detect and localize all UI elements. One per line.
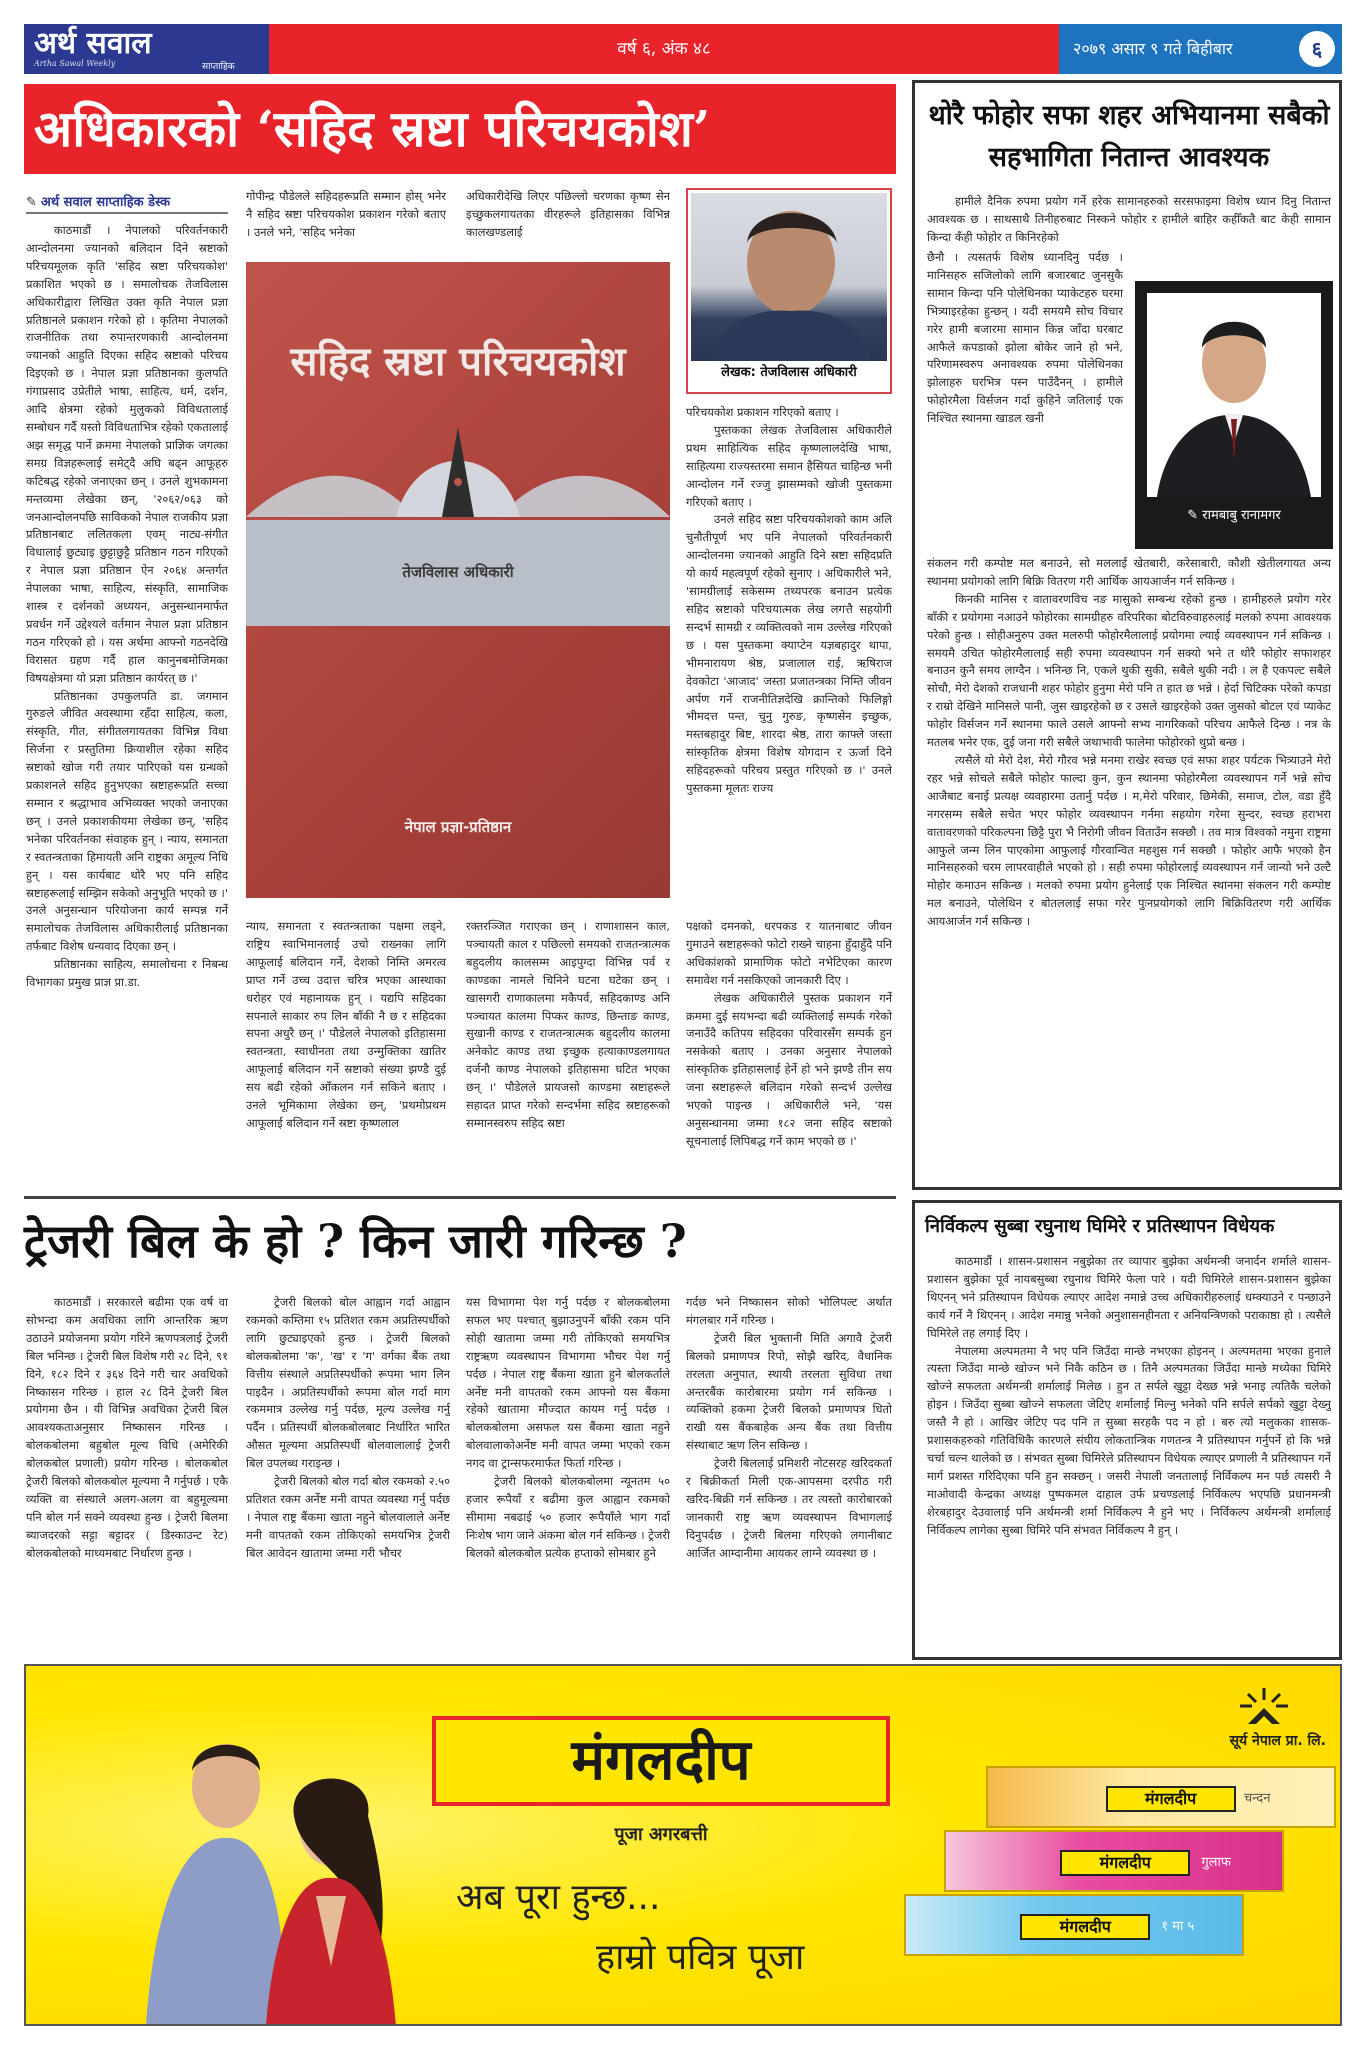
lead-column-2-bottom bbox=[246, 918, 446, 1188]
cleanliness-lead bbox=[927, 193, 1331, 247]
paragraph: काठमाडौं । सरकारले बढीमा एक वर्ष वा सोभन्दा कम अवधिका लागि आन्तरिक ऋण उठाउने प्रयोजनमा प्रयोग गरिने ऋणपत्रलाई ट्रेजरी बिल भनिन्छ । ट्रेजरी बिल विशेष गरी २८ दिने, ९१ दिने, १८२ दिने र ३६४ दिने गरी चार अवधिको निष्कासन गरिन्छ । हाल २८ दिने ट्रेजरी बिल प्रयोगमा छैन । यी विभिन्न अवधिका ट्रेजरी बिल आवश्यकताअनुसार निष्कासन गरिन्छ । बोलकबोलमा बहुबोल मूल्य विधि (अमेरिकी बोलकबोल प्रणाली) प्रयोग गरिन्छ । बोलकबोल ट्रेजरी बिलको बोलकबोल मूल्यमा नै गर्नुपर्छ । एकै व्यक्ति वा संस्थाले अलग-अलग वा बहुमूल्यमा पनि बोल गर्न सक्ने व्यवस्था हुन्छ । ट्रेजरी बिलमा ब्याजदरको सट्टा बट्टादर ( डिस्काउन्ट रेट) बोलकबोलको माध्यमबाट निर्धारण हुन्छ । bbox=[26, 1295, 228, 1560]
paragraph: ट्रेजरी बिलको बोलकबोलमा न्यूनतम ५० हजार रूपैयाँ र बढीमा कुल आह्वान रकमको सीमामा नबढाई ५० हजार रूपैयाँले भाग गर्दा निःशेष भाग जाने अंकमा बोल गर्न सकिन्छ । ट्रेजरी बिलको बोलकबोल प्रत्येक हप्ताको सोमबार हुने bbox=[466, 1474, 670, 1560]
incense-package bbox=[986, 1766, 1336, 1828]
cleanliness-article-box bbox=[912, 80, 1342, 1190]
byline-desk bbox=[26, 192, 228, 214]
lead-column-4-bottom bbox=[686, 918, 892, 1188]
issue-date: २०७९ असार ९ गते बिहीबार bbox=[1073, 39, 1233, 58]
writer-photo-caption bbox=[1135, 505, 1333, 523]
subba-body bbox=[927, 1253, 1331, 1653]
issue-number: वर्ष ६, अंक ४८ bbox=[617, 39, 711, 59]
package-brand: मंगलदीप bbox=[1060, 1850, 1190, 1876]
author-photo bbox=[691, 193, 887, 361]
paragraph: प्रतिष्ठानका उपकुलपति डा. जगमान गुरुङले जीवित अवस्थामा रहँदा साहित्य, कला, संस्कृति, गीत, संगीतलगायतका विभिन्न विधा सिर्जना र प्रस्तुतिमा क्रियाशील रहेका सहिद स्रष्टाको खोज गरी तयार पारिएको यस ग्रन्थको प्रकाशनले सहिद हुनुभएका स्रष्टाहरूप्रति सच्चा सम्मान र श्रद्धाभाव अभिव्यक्त भएको जनाएका छन् । उनले प्रकाशकीयमा लेखेका छन्, 'सहिद भनेका परिवर्तनका संवाहक हुन् । न्याय, समानता र स्वतन्त्रताका हिमायती अनि राष्ट्रका अमूल्य निधि हुन् । यस कार्यबाट थोरै भए पनि सहिद स्रष्टाहरूलाई सम्झिन सकेको अनुभूति भएको छ ।' उनले अनुसन्धान परियोजना कार्य सम्पन्न गर्ने समालोचक तेजविलास अधिकारीलाई प्रतिष्ठानका तर्फबाट विशेष धन्यवाद दिएका छन् । bbox=[26, 688, 228, 954]
treasury-column-4 bbox=[686, 1294, 892, 1654]
paragraph: ट्रेजरी बिलको बोल आह्वान गर्दा आह्वान रकमको कम्तिमा १५ प्रतिशत रकम अप्रतिस्पर्धीको लागि छुट्याइएको हुन्छ । ट्रेजरी बिलको बोलकबोलमा 'क', 'ख' र 'ग' वर्गका बैंक तथा वित्तीय संस्थाले अप्रतिस्पर्धीको रूपमा भाग लिन पाइदैन । अप्रतिस्पर्धीको रूपमा बोल गर्दा माग रकममात्र उल्लेख गर्नु पर्दछ, मूल्य उल्लेख गर्नु पर्दैन । प्रतिस्पर्धी बोलकबोलबाट निर्धारित भारित औसत मूल्यमा अप्रतिस्पर्धी बोलवालालाई ट्रेजरी बिल उपलब्ध गराइन्छ । bbox=[246, 1295, 450, 1471]
ad-product-type: पूजा अगरबत्ती bbox=[614, 1824, 708, 1845]
paragraph: त्यसैले यो मेरो देश, मेरो गौरव भन्ने मनमा राखेर स्वच्छ एवं सफा शहर पर्यटक भित्र्याउने मेरो रहर भन्ने सोचले सबैले फोहोर फाल्दा कुन, कुन स्थानमा फोहोरमैला व्यवस्थापन गर्ने भन्ने सोच आजैबाट बनाई प्रत्यक्ष व्यवहारमा उतार्नु पर्दछ । म,मेरो परिवार, छिमेकी, समाज, टोल, वडा हुँदै नगरसम्म सबैले सचेत भएर फोहोर व्यवस्थापन गर्नमा सहयोग गरेमा सुन्दर, स्वच्छ हराभरा वातावरणको परिकल्पना छिट्टै पुरा भै निरोगी जीवन विताउँन सक्छौ । तव मात्र विश्वको नमुना राष्ट्रमा आफुले जन्म लिन पाएकोमा आफुलाई गौरवान्वित महशुस गर्न सक्छौ । फोहोर आफै भएको हैन मानिसहरुको चरम लापरवाहीले भएको हो । सही रुपमा फोहोरलाई व्यवस्थापन गर्न जान्यो भने उल्टै मोहोर कमाउन सकिन्छ । मलको रुपमा प्रयोग हुनेलाई एक निश्चित स्थानमा संकलन गरी कम्पोष्ट मल बनाउने, पोलेथिन र बोतललाई सफा गरेर पुःनप्रयोगको लागि बिक्रिवितरण गरी आर्थिक आयआर्जन गर्न सकिन्छ । bbox=[927, 752, 1331, 929]
book-cover-publisher: नेपाल प्रज्ञा-प्रतिष्ठान bbox=[404, 818, 512, 836]
paragraph: पक्षको दमनको, धरपकड र यातनाबाट जीवन गुमाउने स्रष्टाहरूको फोटो राख्ने चाहना हुँदाहुँदै पनि अधिकांशको प्रामाणिक फोटो नभेटिएका कारण समावेश गर्न नसकिएको जानकारी दिए । bbox=[686, 919, 892, 987]
paragraph: पुस्तकका लेखक तेजविलास अधिकारीले प्रथम साहित्यिक सहिद कृष्णलालदेखि भाषा, साहित्यमा राज्यस्तरमा समान हैसियत चाहिन्छ भनी आन्दोलन गर्ने रज्जु झासम्मको खोजी पुस्तकमा गरिएको बताए । bbox=[686, 422, 892, 509]
paragraph: संकलन गरी कम्पोष्ट मल बनाउने, सो मललाई खेतबारी, करेसाबारी, कौशी खेतीलगायत अन्य स्थानमा प्रयोगको लागि बिक्रि वितरण गरी आर्थिक आयआर्जन गर्न सकिन्छ । bbox=[927, 556, 1331, 588]
package-variant: १ मा ५ bbox=[1161, 1919, 1195, 1934]
cleanliness-side-column bbox=[927, 249, 1123, 553]
lead-column-1 bbox=[26, 222, 228, 1194]
paragraph: यस विभागमा पेश गर्नु पर्दछ र बोलकबोलमा सफल भए पश्चात् बुझाउनुपर्ने बाँकी रकम पनि सोही खातामा जम्मा गरी तोकिएको समयभित्र राष्ट्रऋण व्यवस्थापन विभागमा भौचर पेश गर्नु पर्दछ । नेपाल राष्ट्र बैंकमा खाता हुने बोलकर्ताले अर्नेष्ट मनी वापतको रकम आफ्नो यस बैंकमा रहेको खातामा मौज्दात कायम गर्नु पर्दछ । बोलकबोलमा असफल यस बैंकमा खाता नहुने बोलवालाकोअर्नेष्ट मनी वापत जम्मा भएको रकम नगद वा ट्रान्सफरमार्फत फिर्ता गरिन्छ । bbox=[466, 1295, 670, 1471]
book-cover-author: तेजविलास अधिकारी bbox=[402, 563, 514, 581]
person-portrait-icon bbox=[1147, 293, 1321, 497]
cleanliness-headline: थोरै फोहोर सफा शहर अभियानमा सबैको सहभागिता नितान्त आवश्यक bbox=[928, 100, 1330, 173]
sun-mountain-logo-icon bbox=[1234, 1686, 1294, 1726]
paragraph: ट्रेजरी बिलको बोल गर्दा बोल रकमको २.५० प्रतिशत रकम अर्नेष्ट मनी वापत व्यवस्था गर्नु पर्दछ । नेपाल राष्ट्र बैंकमा खाता नहुने बोलवालाले अर्नेष्ट मनी वापतको रकम तोकिएको समयभित्र ट्रेजरी बिल आवेदन खातामा जम्मा गरी भौचर bbox=[246, 1474, 450, 1560]
lead-column-4-top bbox=[686, 404, 892, 908]
author-photo-caption: लेखक: तेजविलास अधिकारी bbox=[721, 365, 857, 380]
incense-package bbox=[944, 1830, 1284, 1892]
pen-icon: ✎ bbox=[1187, 508, 1203, 523]
paragraph: लेखक अधिकारीले पुस्तक प्रकाशन गर्ने क्रममा दुई सयभन्दा बढी व्यक्तिलाई सम्पर्क गरेको जनाउँदै कतिपय सहिदका परिवारसँग सम्पर्क हुन नसकेको बताए । उनका अनुसार नेपालको सांस्कृतिक इतिहासलाई हेर्ने हो भने झण्डै तीन सय जना स्रष्टाहरूले बलिदान गरेको सन्दर्भ उल्लेख भएको पाइन्छ । अधिकारीले भने, 'यस अनुसन्धानमा जम्मा १८२ जना सहिद स्रष्टाको सूचनालाई लिपिबद्ध गर्ने काम भएको छ ।' bbox=[686, 990, 892, 1148]
paragraph: प्रतिष्ठानका साहित्य, समालोचना र निबन्ध विभागका प्रमुख प्राज्ञ प्रा.डा. bbox=[26, 957, 228, 990]
lead-column-2-top bbox=[246, 188, 446, 248]
logo-subtitle-nepali: साप्ताहिक bbox=[202, 62, 235, 72]
author-photo-frame bbox=[686, 188, 892, 394]
paragraph: काठमाडौं । नेपालको परिवर्तनकारी आन्दोलनमा ज्यानको बलिदान दिने स्रष्टाको परिचयमूलक कृति 'सहिद स्रष्टा परिचयकोश' प्रकाशित भएको छ । समालोचक तेजविलास अधिकारीद्वारा लिखित उक्त कृति नेपाल प्रज्ञा प्रतिष्ठानले प्रकाशन गरेको हो । कृतिमा नेपालको राजनीतिक तथा रुपान्तरणकारी आन्दोलनमा ज्यानको आहुति दिएका सहिद स्रष्टाको परिचय दिइएको छ । नेपाल प्रज्ञा प्रतिष्ठानका कुलपति गंगाप्रसाद उप्रेतीले भाषा, साहित्य, धर्म, दर्शन, आदि क्षेत्रमा रहेको मुलुकको विविधतालाई सम्बोधन गर्दै यस्तो विविधताभित्र रहेको एकतालाई अझ समृद्ध पार्ने क्रममा नेपालको प्राज्ञिक जगत्का समग्र विज्ञहरूलाई समेट्दै अघि बढ्न आफूहरु कटिबद्ध रहेको जनाएका छन् । उनले शुभकामना मन्तव्यमा लेखेका छन्, '२०६२/०६३ को जनआन्दोलनपछि साविकको नेपाल राजकीय प्रज्ञा प्रतिष्ठानबाट ललितकला एवम् नाट्य-संगीत विधालाई छुट्याइ छुट्टाछुट्टै प्रतिष्ठान गठन गरिएको र नेपाल प्रज्ञा प्रतिष्ठान ऐन २०६४ अन्तर्गत नेपालका भाषा, साहित्य, संस्कृति, सामाजिक शास्त्र र दर्शनको अध्ययन, अनुसन्धानमार्फत प्रवर्धन गर्ने उद्देश्यले वर्तमान नेपाल प्रज्ञा प्रतिष्ठान गठन गरिएको हो । यस अर्थमा आफ्नो गठनदेखि विरासत ग्रहण गर्दै हाल कानुनबमोजिमका विषयक्षेत्रमा यो प्रज्ञा प्रतिष्ठान कार्यरत् छ ।' bbox=[26, 223, 228, 685]
writer-photo-frame bbox=[1135, 281, 1333, 549]
ad-company-name: सूर्य नेपाल प्रा. लि. bbox=[1229, 1733, 1326, 1749]
paragraph: काठमाडौं । शासन-प्रशासन नबुझेका तर व्यापार बुझेका अर्थमन्त्री जनार्दन शर्माले शासन-प्रशासन बुझेका पूर्व नायबसुब्बा रघुनाथ घिमिरे फेला पारे । यदी घिमिरेले शासन-प्रशासन बुझेका थिएनन् भने प्रतिस्थापन विधेयक ल्याएर आदेश नमान्ने उच्च अधिकारीहरुलाई धम्क्याउने र पन्छाउने कार्य गर्ने नै थिएनन् । आदेश नमान्नु भनेको अनुशासनहीनता र अनियन्त्रिणको पराकाष्ठा हो । त्यसैले घिमिरेले तह लगाई दिए । bbox=[927, 1254, 1331, 1340]
pen-icon: ✎ bbox=[26, 195, 37, 210]
subba-article-box bbox=[912, 1200, 1342, 1660]
paragraph: उनले सहिद स्रष्टा परिचयकोशको काम अलि चुनौतीपूर्ण भए पनि नेपालको परिवर्तनकारी आन्दोलनमा ज्यानको आहुति दिने स्रष्टा सहिदप्रति यो कार्य महत्वपूर्ण रहेको सुनाए । अधिकारीले भने, 'सामग्रीलाई सकेसम्म तथ्यपरक बनाउन प्रत्येक सहिद स्रष्टाको परिचयात्मक लेख लगत्तै सहयोगी सन्दर्भ सामग्री र व्यक्तित्वको नाम उल्लेख गरिएको छ । यस पुस्तकमा क्याप्टेन यज्ञबहादुर थापा, भीमनारायण श्रेष्ठ, प्रजालाल राई, ऋषिराज देवकोटा 'आजाद' जस्ता प्रजातन्त्रका निम्ति जीवन अर्पण गर्ने राजनीतिज्ञदेखि क्रान्तिको फिलिङ्गो भीमदत्त पन्त, चुनु गुरुङ, कृष्णसेन इच्छुक, मस्तबहादुर बिष्ट, शारदा श्रेष्ठ, तारा काफ्ले जस्ता सांस्कृतिक क्षेत्रमा विशेष योगदान र ऊर्जा दिने सहिदहरूको परिचय प्रस्तुत गरिएको छ ।' उनले पुस्तकमा मूलतः राज्य bbox=[686, 512, 892, 796]
writer-photo bbox=[1147, 293, 1321, 497]
date-bar bbox=[1059, 24, 1342, 74]
person-portrait-icon bbox=[691, 193, 887, 361]
package-brand: मंगलदीप bbox=[1106, 1786, 1236, 1812]
package-variant: गुलाफ bbox=[1201, 1855, 1231, 1870]
lead-column-3-top bbox=[466, 188, 670, 248]
treasury-column-3 bbox=[466, 1294, 670, 1654]
paragraph: अधिकारीदेखि लिएर पछिल्लो चरणका कृष्ण सेन इच्छुकलगायतका वीरहरूले इतिहासका विभिन्न कालखण्डलाई bbox=[466, 189, 670, 239]
package-variant: चन्दन bbox=[1244, 1791, 1271, 1806]
paragraph: ट्रेजरी बिललाई प्रमिशरी नोटसरह खरिदकर्ता र बिक्रीकर्ता मिली एक-आपसमा दरपीठ गरी खरिद-बिक्री गर्न सकिन्छ । तर त्यस्तो कारोबारको जानकारी राष्ट्र ऋण व्यवस्थापन विभागलाई दिनुपर्दछ । ट्रेजरी बिलमा गरिएको लगानीबाट आर्जित आम्दानीमा आयकर लाग्ने व्यवस्था छ । bbox=[686, 1456, 892, 1560]
paragraph: हामीले दैनिक रुपमा प्रयोग गर्ने हरेक सामानहरुको सरसफाइमा विशेष ध्यान दिनु नितान्त आवश्यक छ । साथसाथै तिनीहरुबाट निस्कने फोहोर र हामीले बाहिर कहीँकतै बाट केही सामान किन्दा कँही फोहोर त किनिरहेको bbox=[927, 194, 1331, 244]
writer-name: रामबाबु रानामगर bbox=[1202, 508, 1281, 523]
paragraph: नेपालमा अल्पमतमा नै भए पनि जिउँदा मान्छे नभएका होइनन् । अल्पमतमा भएका हुनाले त्यस्ता जिउँदा मान्छे खोज्न भने निकै कठिन छ । तिनै अल्पमतका जिउँदा मान्छे मध्येका घिमिरे खोज्ने सफलता अर्थमन्त्री शर्मालाई मिलेछ । हुन त सर्पले खुट्टा देख्छ भन्ने भनाइ त्यतिकै चलेको होइन । जिउँदा सुब्बा खोज्ने सफलता जेटिए शर्मालाई मिल्नु भनेको पनि सर्पले सर्पको खुट्टा देख्नु जस्तै नै हो । आखिर जेटिए पद पनि त सुब्बा सरहकै पद न हो । बरु त्यो मलुकका शासक-प्रशासकहरुको गतिविधिकै कारणले संघीय लोकतान्त्रिक गणतन्त्र नै प्रतिस्थापन गर्नुपर्ने हो कि भन्ने चर्चा चल्न थालेको छ । संभवत सुब्बा घिमिरेले प्रतिस्थापन विधेयक ल्याएर प्रणाली नै प्रतिस्थापन गर्ने मार्ग प्रशस्त गरिदिएका पनि हुन सक्छन् । जसरी नेपाली जनतालाई निर्विकल्प मन पर्छ त्यसरी नै माओवादी केन्द्रका अध्यक्ष पुष्पकमल दाहाल उर्फ प्रचण्डलाई निर्विकल्प भएपछि प्रधानमन्त्री शेरबहादुर देउवालाई पनि अर्थमन्त्री शर्मा निर्विकल्प नै हुने भए । निर्विकल्प अर्थमन्त्री शर्मालाई निर्विकल्प लागेका सुब्बा घिमिरे पनि संभवत निर्विकल्प नै हुन् । bbox=[927, 1343, 1331, 1537]
book-cover-image bbox=[246, 262, 670, 898]
incense-package bbox=[904, 1894, 1244, 1956]
pen-nib-icon bbox=[246, 422, 670, 522]
ad-tagline-line-2: हाम्रो पवित्र पूजा bbox=[596, 1937, 805, 1978]
ad-tagline-line-1: अब पूरा हुन्छ... bbox=[456, 1877, 661, 1918]
masthead bbox=[24, 24, 1342, 74]
package-brand: मंगलदीप bbox=[1020, 1914, 1150, 1940]
paragraph: किनकी मानिस र वातावरणविच नङ मासुको सम्बन्ध रहेको हुन्छ । हामीहरुले प्रयोग गरेर बाँकी र प्रयोगमा नआउने फोहोरका सामग्रीहरु वरिपरिका बोटविरुवाहरुलाई मलको रुपमा आवश्यक परेको हुन्छ । सोहीअनुरुप उक्त मलरुपी फोहोरमैलालाई प्रयोगमा ल्याई व्यवस्थापन गर्न सकिन्छ । समयमै उचित फोहोरमैलालाई सही रुपमा व्यवस्थापन गर्न सक्यो भने त थोरै फोहोर सफाशहर बनाउन कुनै समय लाग्दैन । भनिन्छ नि, एकले थुकी सुकी, सबैले थुकी नदी । ल है एकपल्ट सबैले सोचौ, मेरो देशको राजधानी शहर फोहोर हुनुमा मेरो पनि त हात छ भन्ने । हेर्दा चिटिक्क परेको कपडा र राम्रो देखिने मानिसले पानी, जुस खाइरहेको छ र उसले खाइरहेको उक्त जुसको बोटल एवं प्याकेट फोहोर विर्सजन गर्ने स्थानमा फाले उसले आफ्नो सभ्य नागरिकको परिचय आफैले दिन्छ । नत्र के मतलब भनेर एक, दुई जना गरी सबैले जथाभावी फालेमा फोहोरको थुप्रो बन्छ । bbox=[927, 591, 1331, 750]
publication-logo[interactable] bbox=[24, 24, 269, 74]
paragraph: गोपीन्द्र पौडेलले सहिदहरूप्रति सम्मान होस् भनेर नै सहिद स्रष्टा परिचयकोश प्रकाशन गरेको बताए । उनले भने, 'सहिद भनेका bbox=[246, 189, 446, 239]
treasury-column-1 bbox=[26, 1294, 228, 1654]
lead-column-3-bottom bbox=[466, 918, 670, 1188]
paragraph: न्याय, समानता र स्वतन्त्रताका पक्षमा लड्ने, राष्ट्रिय स्वाभिमानलाई उचो राख्नका लागि आफूलाई बलिदान गर्ने, देशको निम्ति अमरत्व प्राप्त गर्ने उच्च उदात्त चरित्र भएका आस्थाका धरोहर एवं महानायक हुन् । यद्यपि सहिदका सपनाले साकार रुप लिन बाँकी नै छ र सहिदका सपना अधुरै छन् ।' पौडेलले नेपालको इतिहासमा स्वतन्त्रता, स्वाधीनता तथा उन्मुक्तिका खातिर आफूलाई बलिदान गर्ने स्रष्टाको संख्या झण्डै दुई सय बढी रहेको आँकलन गर्न सकिने बताए । उनले भूमिकामा लेखेका छन्, 'प्रथमोप्रथम आफूलाई बलिदान गर्ने स्रष्टा कृष्णलाल bbox=[246, 919, 446, 1130]
desk-label: अर्थ सवाल साप्ताहिक डेस्क bbox=[40, 195, 171, 210]
paragraph: ट्रेजरी बिल भुक्तानी मिति अगावै ट्रेजरी बिलको प्रमाणपत्र रिपो, सोझै खरिद, वैधानिक तरलता अनुपात, स्थायी तरलता सुविधा तथा अन्तरबैंक कारोबारमा प्रयोग गर्न सकिन्छ । व्यक्तिको हकमा ट्रेजरी बिलको प्रमाणपत्र धितो राखी यस बैंकबाहेक अन्य बैंक तथा वित्तीय संस्थाबाट ऋण लिन सकिन्छ । bbox=[686, 1330, 892, 1453]
praying-couple-image bbox=[136, 1726, 436, 2026]
paragraph: छैनौ । त्यसतर्फ विशेष ध्यानदिनु पर्दछ । मानिसहरु सजिलोको लागि बजारबाट जुनसुकै सामान किन्दा पनि पोलेथिनका प्याकेटहरु घरमा भित्र्याइरहेका हुन्छन् । यदी समयमै सोच विचार गरेर हामी बजारमा सामान किन्न जाँदा घरबाट आफैले कपडाको झोला बोकेर जाने हो भने, परिणामस्वरुप अनावश्यक रुपमा पोलेथिनका झोलाहरु घरभित्र पस्न पाउँदैनन् । हामीले फोहोरमैला विर्सजन गर्दा कुहिने जतिलाई एक निश्चित स्थानमा खाडल खनी bbox=[927, 250, 1123, 426]
subba-headline: निर्विकल्प सुब्बा रघुनाथ घिमिरे र प्रतिस्थापन विधेयक bbox=[925, 1216, 1275, 1237]
paragraph: रक्तरञ्जित गराएका छन् । राणाशासन काल, पञ्चायती काल र पछिल्लो समयको राजतन्त्रात्मक बहुदलीय कालसम्म आइपुग्दा विभिन्न पर्व र काण्डका नामले चिनिने घटना घटेका छन् । खासगरी राणाकालमा मकैपर्व, सहिदकाण्ड अनि पञ्चायत कालमा पिप्कर काण्ड, छिन्ताङ काण्ड, सुखानी काण्ड र राजतन्त्रात्मक बहुदलीय कालमा अनेकोट काण्ड तथा इच्छुक हत्याकाण्डलगायत दर्जनौ काण्ड नेपालको इतिहासमा घटित भएका छन् ।' पौडेलले प्रायजसो काण्डमा स्रष्टाहरूले सहादत प्राप्त गरेको सन्दर्भमा सहिद स्रष्टाहरूको सम्मानस्वरुप सहिद स्रष्टा bbox=[466, 919, 670, 1130]
treasury-column-2 bbox=[246, 1294, 450, 1654]
incense-advertisement[interactable] bbox=[24, 1664, 1342, 2026]
page-number-badge: ६ bbox=[1299, 31, 1335, 67]
paragraph: परिचयकोश प्रकाशन गरिएको बताए । bbox=[686, 405, 839, 419]
section-divider bbox=[24, 1196, 896, 1199]
paragraph: गर्दछ भने निष्कासन सोको भोलिपल्ट अर्थात मंगलबार गर्ने गरिन्छ । bbox=[686, 1295, 892, 1327]
cleanliness-body bbox=[927, 555, 1331, 1185]
ad-brand-name: मंगलदीप bbox=[432, 1716, 890, 1806]
logo-text: अर्थ सवाल bbox=[34, 26, 152, 61]
logo-subtitle-english: Artha Sawal Weekly bbox=[34, 59, 116, 68]
treasury-headline: ट्रेजरी बिल के हो ? किन जारी गरिन्छ ? bbox=[24, 1214, 687, 1268]
lead-headline: अधिकारको ‘सहिद स्रष्टा परिचयकोश’ bbox=[24, 84, 896, 174]
book-cover-title: सहिद स्रष्टा परिचयकोश bbox=[290, 339, 626, 385]
